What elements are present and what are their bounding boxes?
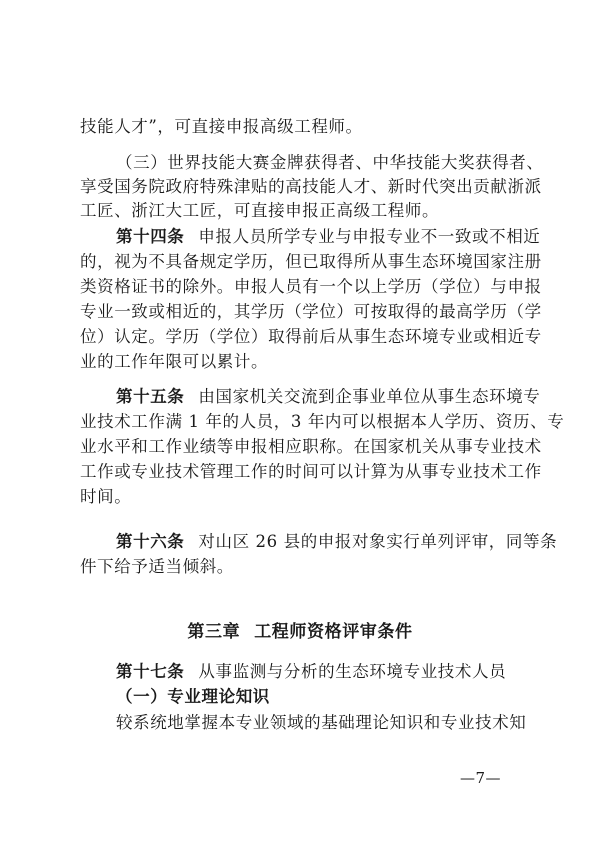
- article-17-line: [116, 661, 520, 683]
- paragraph-line: 件下给予适当倾斜。: [80, 557, 234, 576]
- article-17-label: 第十七条: [116, 662, 185, 681]
- paragraph-line: 工作或专业技术管理工作的时间可以计算为从事专业技术工作: [80, 462, 542, 481]
- chapter-heading: [0, 621, 600, 643]
- paragraph-line: 较系统地掌握本专业领域的基础理论知识和专业技术知: [116, 713, 527, 732]
- article-16-first-line: [116, 531, 558, 553]
- article-16-label: 第十六条: [116, 532, 185, 551]
- paragraph-line: 的，视为不具备规定学历，但已取得所从事生态环境国家注册: [80, 252, 542, 271]
- paragraph-line: 享受国务院政府特殊津贴的高技能人才、新时代突出贡献浙派: [80, 177, 542, 196]
- article-14-text: 申报人员所学专业与申报专业不一致或不相近: [198, 227, 541, 246]
- paragraph-line: 技能人才”，可直接申报高级工程师。: [80, 117, 363, 136]
- article-14-label: 第十四条: [116, 227, 185, 246]
- paragraph-line: 专业一致或相近的，其学历（学位）可按取得的最高学历（学: [80, 302, 542, 321]
- paragraph-line: （三）世界技能大赛金牌获得者、中华技能大奖获得者、: [116, 153, 544, 172]
- article-15-first-line: [116, 386, 541, 408]
- paragraph-line: 位）认定。学历（学位）取得前后从事生态环境专业或相近专: [80, 327, 542, 346]
- paragraph-line: 业水平和工作业绩等申报相应职称。在国家机关从事专业技术: [80, 437, 542, 456]
- article-16-text: 对山区 26 县的申报对象实行单列评审，同等条: [198, 532, 558, 551]
- paragraph-line: 业技术工作满 1 年的人员，3 年内可以根据本人学历、资历、专: [80, 412, 565, 431]
- article-15-text: 由国家机关交流到企事业单位从事生态环境专: [198, 387, 541, 406]
- article-14-first-line: [116, 226, 541, 248]
- paragraph-line: 工匠、浙江大工匠，可直接申报正高级工程师。: [80, 201, 440, 220]
- page-number: —7—: [460, 769, 502, 787]
- section-title: （一）专业理论知识: [116, 687, 270, 706]
- article-15-label: 第十五条: [116, 387, 185, 406]
- paragraph-line: 时间。: [80, 487, 132, 506]
- chapter-number: 第三章: [187, 622, 241, 642]
- chapter-title: 工程师资格评审条件: [254, 622, 413, 642]
- paragraph-line: 类资格证书的除外。申报人员有一个以上学历（学位）与申报: [80, 277, 542, 296]
- article-17-text: 从事监测与分析的生态环境专业技术人员: [198, 662, 507, 681]
- paragraph-line: 业的工作年限可以累计。: [80, 352, 269, 371]
